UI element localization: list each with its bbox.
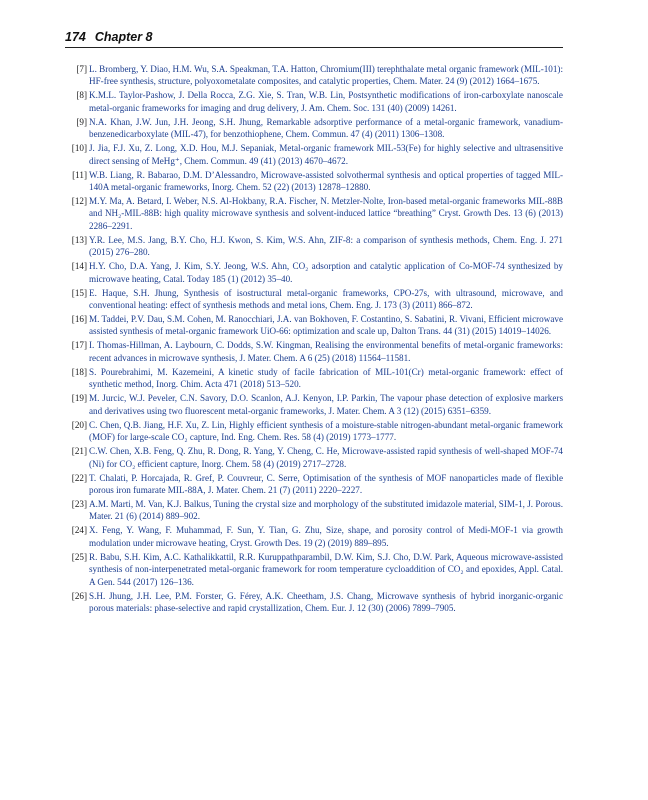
reference-text[interactable]: C.W. Chen, X.B. Feng, Q. Zhu, R. Dong, R. Yang, Y. Cheng, C. He, Microwave-assisted rapid synthesis of well-shaped MOF-74 (Ni) for CO₂ efficient capture, Inorg. Chem. 58 (4) (2019) 2717–2728. (89, 446, 563, 469)
reference-number: [21] (71, 446, 87, 457)
reference-item (65, 472, 563, 497)
reference-text[interactable]: N.A. Khan, J.W. Jun, J.H. Jeong, S.H. Jhung, Remarkable adsorptive performance of a metal-organic framework, vanadium-benzenedicarboxylate (MIL-47), for benzothiophene, Chem. Commun. 47 (4) (2011) 1306–1308. (89, 116, 563, 140)
reference-item (65, 287, 563, 312)
reference-number: [20] (71, 419, 87, 430)
page-number: 174 (65, 30, 86, 44)
reference-number: [19] (71, 393, 87, 404)
reference-text[interactable]: T. Chalati, P. Horcajada, R. Gref, P. Couvreur, C. Serre, Optimisation of the synthesis of MOF nanoparticles made of flexible porous iron fumarate MIL-88A, J. Mater. Chem. 21 (7) (2011) 2220–2227. (89, 472, 563, 495)
reference-number: [18] (71, 366, 87, 377)
reference-list (65, 63, 563, 616)
reference-text[interactable]: E. Haque, S.H. Jhung, Synthesis of isostructural metal-organic frameworks, CPO-27s, with ultrasound, microwave, and conventional heating: effect of synthesis methods and metal ions, Chem. Eng. J. 173 (3) (2011) 866–872. (89, 287, 563, 311)
reference-text[interactable]: M. Jurcic, W.J. Peveler, C.N. Savory, D.O. Scanlon, A.J. Kenyon, I.P. Parkin, The vapour phase detection of explosive markers and derivatives using two fluorescent metal-organic frameworks, J. Mater. Chem. A 3 (12) (2015) 6351–6359. (89, 393, 563, 416)
reference-item (65, 392, 563, 417)
reference-item (65, 445, 563, 470)
reference-item (65, 313, 563, 338)
reference-item (65, 339, 563, 364)
reference-item (65, 63, 563, 88)
reference-item (65, 260, 563, 285)
reference-number: [16] (71, 314, 87, 325)
reference-text[interactable]: A.M. Marti, M. Van, K.J. Balkus, Tuning the crystal size and morphology of the substituted imidazole material, SIM-1, J. Porous. Mater. 21 (6) (2014) 889–902. (89, 498, 563, 522)
header-rule (65, 47, 563, 48)
reference-text[interactable]: C. Chen, Q.B. Jiang, H.F. Xu, Z. Lin, Highly efficient synthesis of a moisture-stable nitrogen-abundant metal-organic framework (MOF) for large-scale CO₂ capture, Ind. Eng. Chem. Res. 58 (4) (2019) 1773–1777. (89, 419, 563, 443)
reference-number: [11] (72, 169, 87, 180)
reference-text[interactable]: X. Feng, Y. Wang, F. Muhammad, F. Sun, Y. Tian, G. Zhu, Size, shape, and porosity control of Medi-MOF-1 via growth modulation under microwave heating, Cryst. Growth Des. 19 (2) (2019) 889–895. (89, 525, 563, 548)
reference-text[interactable]: S. Pourebrahimi, M. Kazemeini, A kinetic study of facile fabrication of MIL-101(Cr) metal-organic framework: effect of synthetic method, Inorg. Chim. Acta 471 (2018) 513–520. (89, 366, 563, 390)
reference-text[interactable]: H.Y. Cho, D.A. Yang, J. Kim, S.Y. Jeong, W.S. Ahn, CO₂ adsorption and catalytic application of Co-MOF-74 synthesized by microwave heating, Catal. Today 185 (1) (2012) 35–40. (89, 261, 563, 284)
reference-number: [13] (71, 234, 87, 245)
reference-text[interactable]: K.M.L. Taylor-Pashow, J. Della Rocca, Z.G. Xie, S. Tran, W.B. Lin, Postsynthetic modifications of iron-carboxylate nanoscale metal-organic frameworks for imaging and drug delivery, J. Am. Chem. Soc. 131 (40) (2009) 14261. (89, 90, 563, 113)
reference-number: [17] (71, 340, 87, 351)
reference-number: [22] (71, 472, 87, 483)
reference-number: [9] (76, 116, 87, 127)
reference-item (65, 590, 563, 615)
reference-text[interactable]: J. Jia, F.J. Xu, Z. Long, X.D. Hou, M.J. Sepaniak, Metal-organic framework MIL-53(Fe) for highly selective and ultrasensitive direct sensing of MeHg⁺, Chem. Commun. 49 (41) (2013) 4670–4672. (89, 143, 563, 166)
reference-text[interactable]: S.H. Jhung, J.H. Lee, P.M. Forster, G. Férey, A.K. Cheetham, J.S. Chang, Microwave synthesis of hybrid inorganic-organic porous materials: phase-selective and rapid crystallization, Chem. Eur. J. 12 (30) (2006) 7899–7905. (89, 590, 563, 613)
reference-number: [26] (71, 590, 87, 601)
reference-text[interactable]: Y.R. Lee, M.S. Jang, B.Y. Cho, H.J. Kwon, S. Kim, W.S. Ahn, ZIF-8: a comparison of synthesis methods, Chem. Eng. J. 271 (2015) 276–280. (89, 234, 563, 258)
reference-item (65, 551, 563, 588)
reference-item (65, 116, 563, 141)
reference-text[interactable]: W.B. Liang, R. Babarao, D.M. D’Alessandro, Microwave-assisted solvothermal synthesis and optical properties of tagged MIL-140A metal-organic frameworks, Inorg. Chem. 52 (22) (2013) 12878–12880. (89, 169, 563, 193)
reference-item (65, 524, 563, 549)
reference-item (65, 169, 563, 194)
reference-number: [24] (71, 525, 87, 536)
reference-text[interactable]: M.Y. Ma, A. Betard, I. Weber, N.S. Al-Hokbany, R.A. Fischer, N. Metzler-Nolte, Iron-based metal-organic frameworks MIL-88B and NH₂-MIL-88B: high quality microwave synthesis and solvent-induced lattice “breathing” Cryst. Growth Des. 13 (6) (2013) 2286–2291. (89, 196, 563, 231)
reference-number: [23] (71, 498, 87, 509)
reference-item (65, 142, 563, 167)
reference-item (65, 498, 563, 523)
reference-text[interactable]: M. Taddei, P.V. Dau, S.M. Cohen, M. Ranocchiari, J.A. van Bokhoven, F. Costantino, S. Sabatini, R. Vivani, Efficient microwave assisted synthesis of metal-organic framework UiO-66: optimization and scale up, Dalton Trans. 44 (31) (2015) 14019–14026. (89, 314, 563, 337)
reference-number: [12] (71, 196, 87, 207)
reference-number: [8] (76, 90, 87, 101)
reference-text[interactable]: I. Thomas-Hillman, A. Laybourn, C. Dodds, S.W. Kingman, Realising the environmental benefits of metal-organic frameworks: recent advances in microwave synthesis, J. Mater. Chem. A 6 (25) (2018) 11564–11581. (89, 340, 563, 363)
reference-item (65, 366, 563, 391)
reference-number: [7] (76, 64, 87, 74)
reference-item (65, 89, 563, 114)
chapter-title: Chapter 8 (94, 30, 153, 44)
reference-text[interactable]: L. Bromberg, Y. Diao, H.M. Wu, S.A. Speakman, T.A. Hatton, Chromium(III) terephthalate metal organic framework (MIL-101): HF-free synthesis, structure, polyoxometalate composites, and catalytic properties, Chem. Mater. 24 (9) (2012) 1664–1675. (89, 64, 563, 87)
reference-text[interactable]: R. Babu, S.H. Kim, A.C. Kathalikkattil, R.R. Kuruppathparambil, D.W. Kim, S.J. Cho, D.W. Park, Aqueous microwave-assisted synthesis of non-interpenetrated metal-organic framework for room temperature cycloaddition of CO₂ and epoxides, Appl. Catal. A Gen. 544 (2017) 126–136. (89, 551, 563, 587)
reference-number: [15] (71, 287, 87, 298)
reference-item (65, 419, 563, 444)
reference-item (65, 234, 563, 259)
reference-number: [10] (71, 143, 87, 154)
reference-number: [14] (71, 261, 87, 272)
running-header (65, 30, 563, 44)
reference-number: [25] (71, 551, 87, 562)
reference-item (65, 195, 563, 232)
